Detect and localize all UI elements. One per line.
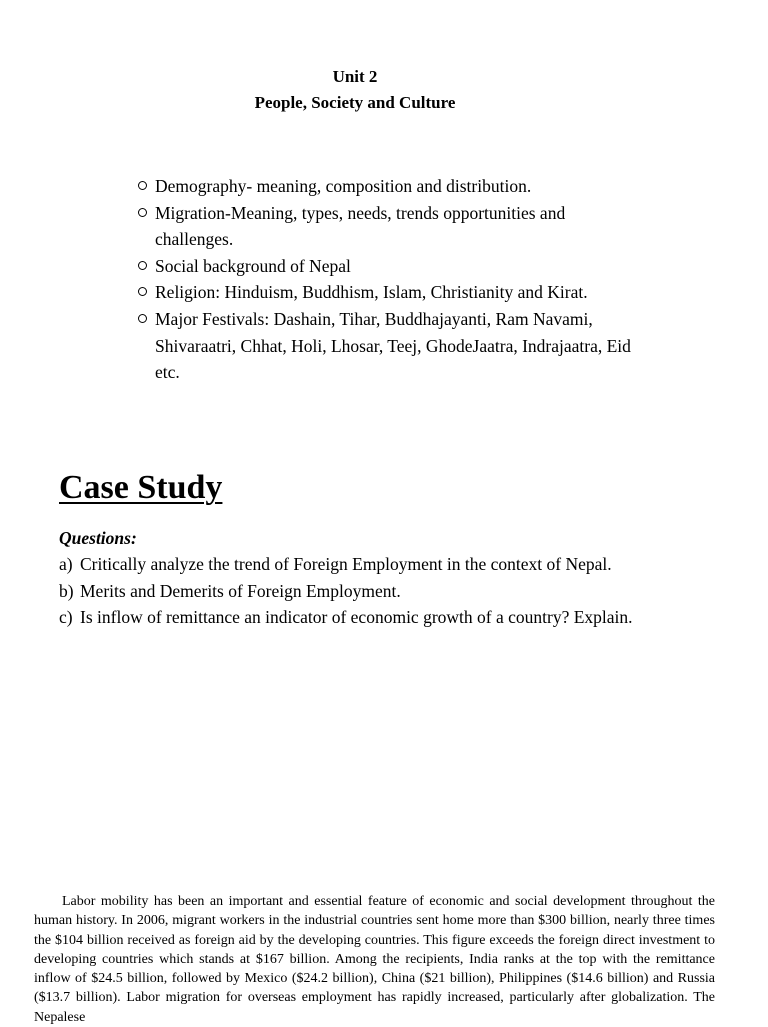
topic-text: Demography- meaning, composition and distribution. (155, 176, 532, 196)
body-paragraph-text: Labor mobility has been an important and essential feature of economic and social development throughout the human history. In 2006, migrant workers in the industrial countries sent home more than $300 billion, nearly three times the $104 billion received as foreign aid by the developing countries. This figure exceeds the foreign direct investment to developing countries which stands at $167 billion. Among the recipients, India ranks at the top with the remittance inflow of $24.5 billion, followed by Mexico ($24.2 billion), China ($21 billion), Philippines ($14.6 billion) and Russia ($13.7 billion). Labor migration for overseas employment has rapidly increased, particularly after globalization. The Nepalese (34, 894, 715, 1025)
topic-item (136, 306, 636, 386)
question-item (59, 604, 639, 631)
topic-item (136, 279, 636, 306)
topic-item (136, 253, 636, 280)
question-marker: c) (59, 607, 73, 628)
question-text: Merits and Demerits of Foreign Employment. (80, 580, 401, 601)
questions-label: Questions: (59, 528, 137, 548)
topic-text: Migration-Meaning, types, needs, trends opportunities and challenges. (155, 202, 566, 250)
body-paragraph (34, 892, 715, 1027)
case-study-heading: Case Study (59, 469, 223, 506)
question-text: Is inflow of remittance an indicator of economic growth of a country? Explain. (80, 607, 633, 628)
topic-text: Religion: Hinduism, Buddhism, Islam, Christianity and Kirat. (155, 282, 588, 303)
topic-list (136, 173, 636, 386)
unit-number: Unit 2 (332, 67, 378, 86)
topic-item (136, 200, 636, 253)
question-text: Critically analyze the trend of Foreign Employment in the context of Nepal. (80, 554, 612, 574)
unit-title: People, Society and Culture (254, 93, 456, 112)
circle-bullet-icon (138, 261, 147, 270)
question-list (59, 551, 639, 631)
circle-bullet-icon (138, 208, 147, 217)
question-marker: a) (59, 554, 73, 574)
topic-text: Social background of Nepal (155, 255, 351, 276)
circle-bullet-icon (138, 287, 147, 296)
circle-bullet-icon (138, 314, 147, 323)
topic-item (136, 173, 636, 200)
question-item (59, 578, 639, 605)
unit-header (0, 64, 710, 116)
question-marker: b) (59, 580, 74, 601)
topic-text: Major Festivals: Dashain, Tihar, Buddhajayanti, Ram Navami, Shivaraatri, Chhat, Holi, Lhosar, Teej, GhodeJaatra, Indrajaatra, Eid etc. (155, 308, 631, 383)
circle-bullet-icon (138, 181, 147, 190)
question-item (59, 551, 639, 578)
